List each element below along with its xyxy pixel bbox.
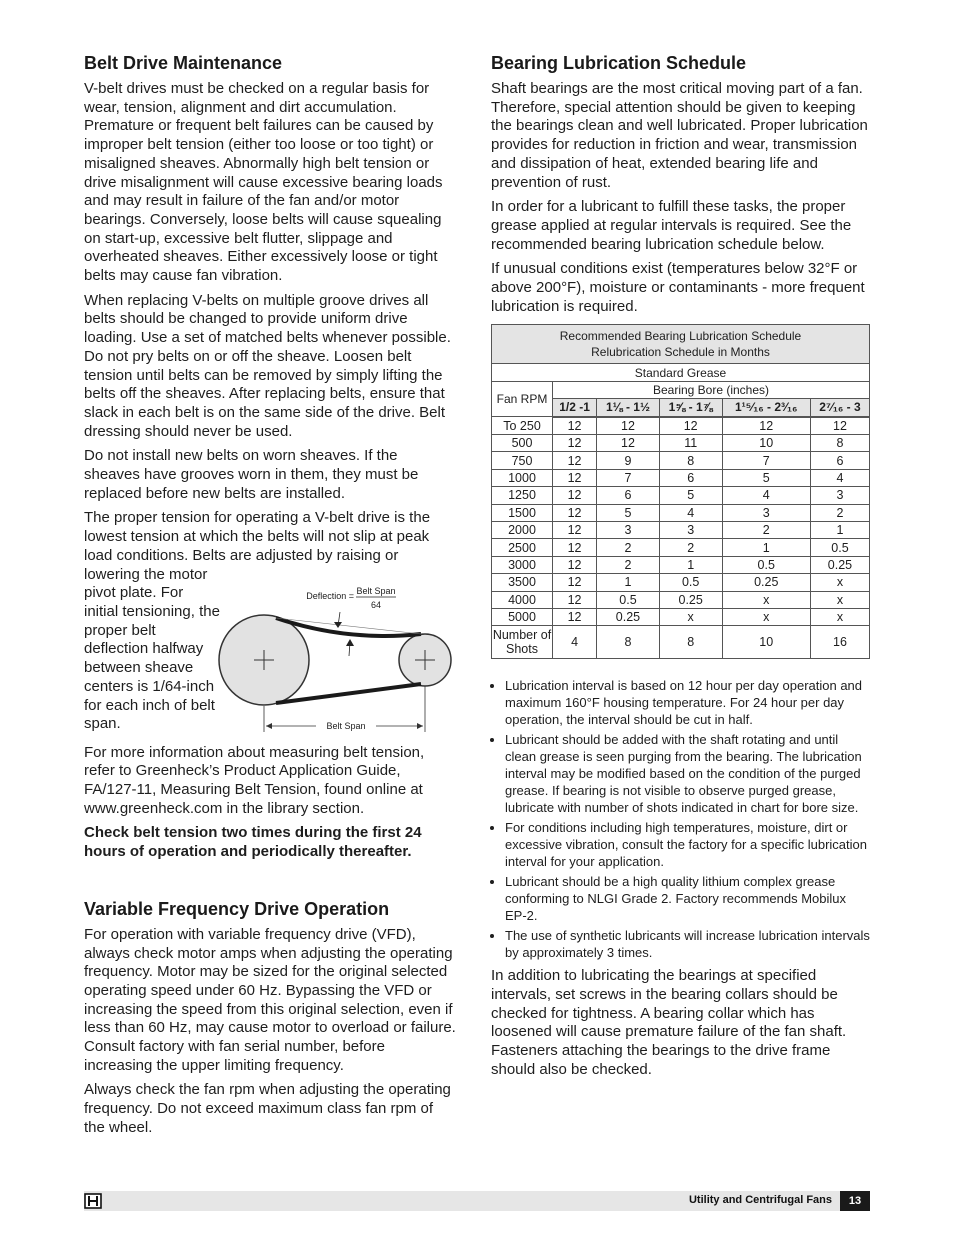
table-cell: 0.5 — [722, 556, 810, 573]
table-cell: 2 — [659, 539, 722, 556]
table-row — [492, 626, 870, 659]
belt-paragraph-5: For more information about measuring belt tension, refer to Greenheck’s Product Application Guide, FA/127-11, Measuring Belt Tension, found online at www.greenheck.com in the library section. — [84, 743, 425, 817]
table-cell: 8 — [597, 626, 660, 659]
bore-col-header: 1⅝ - 1⅞ — [659, 399, 722, 417]
bearing-paragraph-2: In order for a lubricant to fulfill these tasks, the proper grease applied at regular intervals is required. See the recommended bearing lubrication schedule below. — [491, 198, 852, 253]
table-row — [492, 556, 870, 573]
table-rpm-cell: Number of Shots — [492, 626, 553, 659]
table-row — [492, 417, 870, 435]
table-cell: 9 — [597, 452, 660, 469]
table-cell: 12 — [553, 469, 597, 486]
table-cell: 12 — [553, 487, 597, 504]
table-cell: 6 — [597, 487, 660, 504]
bore-col-header: 2⁷⁄₁₆ - 3 — [810, 399, 869, 417]
right-column — [491, 52, 871, 1086]
table-cell: 12 — [553, 591, 597, 608]
bearing-paragraph-3: If unusual conditions exist (temperatures below 32°F or above 200°F), moisture or contaminants - more frequent lubrication is required. — [491, 260, 865, 315]
table-row — [492, 539, 870, 556]
table-cell: 4 — [810, 469, 869, 486]
belt-tension-figure — [84, 566, 456, 738]
table-row — [492, 521, 870, 538]
note-item: • Lubricant should be added with the shaft rotating and until clean grease is seen purging from the bearing. The lubrication interval may be modified based on the condition of the purged grease. If bearing is not visible to observe purged grease, lubricate with number of shots indicated in chart for bore size. — [505, 731, 871, 816]
belt-drive-heading: Belt Drive Maintenance — [84, 53, 283, 73]
table-row — [492, 504, 870, 521]
table-cell: 2 — [597, 556, 660, 573]
deflection-denominator: 64 — [370, 599, 382, 610]
table-cell: 0.5 — [597, 591, 660, 608]
table-row — [492, 574, 870, 591]
table-cell: x — [722, 591, 810, 608]
belt-tension-warning: Check belt tension two times during the first 24 hours of operation and periodically thereafter. — [84, 824, 422, 861]
table-rpm-cell: 1000 — [492, 469, 553, 486]
vfd-heading: Variable Frequency Drive Operation — [84, 898, 390, 919]
table-cell: 12 — [597, 435, 660, 452]
table-row — [492, 487, 870, 504]
note-item: • Lubrication interval is based on 12 hour per day operation and maximum 160°F housing temperature. For 24 hour per day operation, the interval should be cut in half. — [505, 677, 871, 728]
table-cell: 8 — [659, 452, 722, 469]
table-cell: 12 — [553, 574, 597, 591]
deflection-label: Deflection = — [306, 590, 354, 601]
table-cell: 4 — [722, 487, 810, 504]
table-cell: x — [722, 608, 810, 625]
table-fan-rpm-header: Fan RPM — [492, 381, 553, 416]
table-cell: 0.25 — [597, 608, 660, 625]
table-cell: x — [810, 608, 869, 625]
table-cell: 0.25 — [810, 556, 869, 573]
table-grease-type: Standard Grease — [492, 364, 870, 381]
table-rpm-cell: 2000 — [492, 521, 553, 538]
table-cell: 12 — [659, 417, 722, 435]
table-cell: 1 — [659, 556, 722, 573]
belt-paragraph-1: V-belt drives must be checked on a regular basis for wear, tension, alignment and dirt accumulation. Premature or frequent belt failures can be caused by improper belt tension (either too loose or too tight) or misaligned sheaves. Abnormally high belt tension or drive misalignment will cause excessive bearing loads and may result in failure of the fan and/or motor bearings. Conversely, loose belts will cause squealing on start-up, excessive belt flutter, slippage and overheated sheaves. Either excessively loose or tight belts may cause fan vibration. — [84, 80, 443, 285]
table-cell: 11 — [659, 435, 722, 452]
table-cell: 6 — [659, 469, 722, 486]
table-rpm-cell: 750 — [492, 452, 553, 469]
table-cell: x — [810, 574, 869, 591]
table-cell: x — [659, 608, 722, 625]
table-cell: 0.25 — [722, 574, 810, 591]
table-cell: 12 — [810, 417, 869, 435]
bearing-heading: Bearing Lubrication Schedule — [491, 53, 747, 73]
table-cell: 16 — [810, 626, 869, 659]
belt-deflection-diagram — [218, 566, 458, 736]
table-row — [492, 591, 870, 608]
bore-col-header: 1¹⁵⁄₁₆ - 2³⁄₁₆ — [722, 399, 810, 417]
table-row — [492, 452, 870, 469]
table-cell: 5 — [659, 487, 722, 504]
table-rpm-cell: To 250 — [492, 417, 553, 435]
table-cell: 10 — [722, 435, 810, 452]
table-rpm-cell: 3500 — [492, 574, 553, 591]
table-row — [492, 435, 870, 452]
note-item: • For conditions including high temperatures, moisture, dirt or excessive vibration, consult the factory for a specific lubrication interval for your application. — [505, 819, 871, 870]
table-cell: 2 — [810, 504, 869, 521]
bearing-paragraph-4: In addition to lubricating the bearings at specified intervals, set screws in the bearing collars should be checked for tightness. A bearing collar which has loosened will cause premature failure of the fan shaft. Fasteners attaching the bearings to the drive frame should also be checked. — [491, 967, 847, 1078]
table-cell: 8 — [810, 435, 869, 452]
bore-col-header: 1/2 -1 — [553, 399, 597, 417]
belt-paragraph-4-continued: lowering the motor pivot plate. For initial tensioning, the proper belt deflection halfway between sheave centers is 1/64-inch for each inch of belt span. — [84, 565, 220, 733]
table-cell: 5 — [597, 504, 660, 521]
table-cell: 4 — [659, 504, 722, 521]
table-rpm-cell: 4000 — [492, 591, 553, 608]
table-title: Recommended Bearing Lubrication Schedule Relubrication Schedule in Months — [492, 325, 870, 364]
lubrication-notes — [491, 677, 871, 961]
page-number: 13 — [840, 1191, 870, 1211]
table-cell: 12 — [553, 608, 597, 625]
lubrication-schedule-table — [491, 324, 870, 659]
table-cell: 0.5 — [810, 539, 869, 556]
vfd-paragraph-1: For operation with variable frequency drive (VFD), always check motor amps when adjusting the operating frequency. Motor may be sized for the original selected operating speed under 60 Hz. Bypassing the VFD or increasing the speed from this original selection, even if less than 60 Hz, may cause motor to overload or failure. Consult factory with fan serial number, before increasing the upper limiting frequency. — [84, 925, 456, 1074]
table-cell: 12 — [553, 521, 597, 538]
table-cell: 12 — [553, 435, 597, 452]
table-cell: 3 — [810, 487, 869, 504]
table-cell: 10 — [722, 626, 810, 659]
table-cell: 3 — [597, 521, 660, 538]
table-cell: 0.5 — [659, 574, 722, 591]
table-cell: 1 — [597, 574, 660, 591]
table-cell: 4 — [553, 626, 597, 659]
bore-col-header: 1⅛ - 1½ — [597, 399, 660, 417]
note-item: • Lubricant should be a high quality lithium complex grease conforming to NLGI Grade 2. Factory recommends Mobilux EP-2. — [505, 873, 871, 924]
page-footer — [84, 1191, 870, 1211]
table-body — [492, 417, 870, 659]
table-cell: 2 — [597, 539, 660, 556]
belt-span-label: Belt Span — [326, 720, 366, 731]
table-rpm-cell: 1250 — [492, 487, 553, 504]
table-row — [492, 469, 870, 486]
greenheck-logo-icon — [84, 1193, 102, 1209]
table-cell: x — [810, 591, 869, 608]
table-cell: 1 — [722, 539, 810, 556]
belt-paragraph-4: The proper tension for operating a V-belt drive is the lowest tension at which the belts will not slip at peak load conditions. Belts are adjusted by raising or — [84, 509, 431, 564]
table-cell: 2 — [722, 521, 810, 538]
table-cell: 5 — [722, 469, 810, 486]
table-rpm-cell: 1500 — [492, 504, 553, 521]
table-row — [492, 608, 870, 625]
table-cell: 12 — [553, 539, 597, 556]
table-cell: 1 — [810, 521, 869, 538]
table-cell: 12 — [722, 417, 810, 435]
table-cell: 12 — [553, 504, 597, 521]
table-rpm-cell: 3000 — [492, 556, 553, 573]
deflection-numerator: Belt Span — [356, 585, 396, 596]
table-cell: 8 — [659, 626, 722, 659]
table-cell: 0.25 — [659, 591, 722, 608]
table-cell: 12 — [597, 417, 660, 435]
footer-title: Utility and Centrifugal Fans — [688, 1194, 832, 1206]
belt-paragraph-2: When replacing V-belts on multiple groove drives all belts should be changed to provide uniform drive loading. Use a set of matched belts whenever possible. Do not pry belts on or off the sheave. Loosen belt tension until belts can be removed by simply lifting the belts off the sheaves. After replacing belts, ensure that slack in each belt is on the same side of the drive. Belt dressing should never be used. — [84, 291, 451, 440]
table-rpm-cell: 5000 — [492, 608, 553, 625]
table-cell: 12 — [553, 556, 597, 573]
belt-paragraph-3: Do not install new belts on worn sheaves. If the sheaves have grooves worn in them, they must be replaced before new belts are installed. — [84, 447, 419, 502]
left-column — [84, 52, 456, 1144]
table-cell: 3 — [722, 504, 810, 521]
vfd-paragraph-2: Always check the fan rpm when adjusting the operating frequency. Do not exceed maximum class fan rpm of the wheel. — [84, 1081, 451, 1136]
table-cell: 12 — [553, 452, 597, 469]
note-item: • The use of synthetic lubricants will increase lubrication intervals by approximately 3 times. — [505, 927, 871, 961]
table-cell: 6 — [810, 452, 869, 469]
bearing-paragraph-1: Shaft bearings are the most critical moving part of a fan. Therefore, special attention should be given to keeping the bearings clean and well lubricated. Proper lubrication provides for reduction in friction and wear, transmission and dissipation of heat, extended bearing life and prevention of rust. — [491, 80, 868, 191]
table-cell: 7 — [597, 469, 660, 486]
table-cell: 7 — [722, 452, 810, 469]
table-rpm-cell: 500 — [492, 435, 553, 452]
table-cell: 3 — [659, 521, 722, 538]
table-cell: 12 — [553, 417, 597, 435]
table-rpm-cell: 2500 — [492, 539, 553, 556]
table-bore-header: Bearing Bore (inches) — [553, 381, 870, 398]
